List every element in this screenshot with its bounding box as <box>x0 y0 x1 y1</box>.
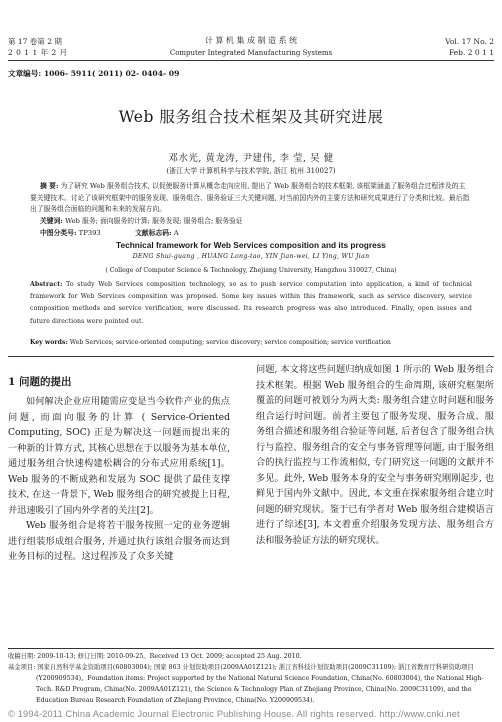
section-title: 1 问题的提出 <box>8 376 72 388</box>
english-keywords <box>30 339 472 346</box>
author-list: 邓水光, 黄龙涛, 尹建伟, 李 莹, 吴 健 <box>168 153 334 164</box>
english-authors: DENG Shui-guang , HUANG Long-tao, YIN Jian-wei, LI Ying, WU Jian <box>132 253 370 260</box>
header-date-en: Feb. 2 0 1 1 <box>448 48 494 57</box>
article-number: 文章编号: 1006- 5911( 2011) 02- 0404- 09 <box>8 69 180 78</box>
english-keywords-label: Key words: <box>30 339 68 346</box>
english-title: Technical framework for Web Services composition and its progress <box>116 240 386 250</box>
paper-title: Web 服务组合技术框架及其研究进展 <box>118 108 384 126</box>
header-date-zh: 2 0 1 1 年 2 月 <box>8 48 68 57</box>
section-heading <box>8 374 71 389</box>
right-column <box>256 362 494 548</box>
header-volume-en: Vol. 17 No. 2 <box>445 37 494 46</box>
english-abstract <box>30 279 472 328</box>
keywords-zh <box>40 216 243 227</box>
header-journal-zh: 计 算 机 集 成 制 造 系 统 <box>204 36 298 45</box>
left-paragraph-1: 如何解决企业应用随需应变是当今软件产业的焦点问题, 而面向服务的计算 ( Service-Oriented Computing, SOC) 正是为解决这一问题而提出来的一种新的计算方式, 其核心思想在于以服务为基本单位, 通过服务组合快速构建松耦合的分布式应用系统[1]。Web 服务的不断成熟和发展为 SOC 提供了最佳支撑技术, 在这一背景下, Web 服务组合的研究被提上日程, 并迅速吸引了国内外学者的关注[2]。 <box>8 396 230 516</box>
clc-value: TP393 <box>78 229 101 237</box>
keywords-zh-text: Web 服务; 面向服务的计算; 服务发现; 服务组合; 服务验证 <box>65 217 243 225</box>
doc-code-value: A <box>173 229 179 237</box>
left-paragraph-2: Web 服务组合是将若干服务按照一定的业务逻辑进行组装形成组合服务, 并通过执行该组合服务而达到业务目标的过程。这过程涉及了众多关键 <box>8 520 230 562</box>
english-keywords-text: Web Services; service-oriented computing; service discovery; service composition; service verification <box>69 339 391 346</box>
abstract-zh-label: 摘 要: <box>40 182 59 190</box>
footnote-rule <box>8 648 494 649</box>
clc-line <box>40 228 179 239</box>
section-divider <box>8 356 494 357</box>
english-abstract-label: Abstract: <box>30 281 63 288</box>
abstract-zh <box>30 181 470 216</box>
funding-note: 基金项目: 国家自然科学基金资助项目(60803004); 国家 863 计划资助项目(2009AA01Z121); 浙江省科技计划资助项目(2009C31109); 浙江省教育厅科研资助项目(Y200909534)。Foundation items: Project supported by the National Natural Science Foundation, China(No. 60803004), the National High-Tech. R&D Program, China(No. 2009AA01Z121), the Science & Technology Plan of Zhejiang Province, China(No. 2009C31109), and the Education Bureau Research Foundation of Zhejiang Province, China(No. Y200909534). <box>8 664 484 704</box>
affiliation: (浙江大学 计算机科学与技术学院, 浙江 杭州 310027) <box>166 167 336 175</box>
left-column <box>8 394 230 565</box>
copyright-watermark: © 1994-2011 China Academic Journal Electronic Publishing House. All rights reserved. http://www.cnki.net <box>8 709 460 719</box>
english-affiliation: ( College of Computer Science & Technology, Zhejiang University, Hangzhou 310027, China) <box>105 267 397 274</box>
keywords-zh-label: 关键词: <box>40 217 63 225</box>
received-date: 收稿日期: 2009-10-13; 修订日期: 2010-09-25。Received 13 Oct. 2009; accepted 25 Aug. 2010. <box>8 653 302 660</box>
header-rule <box>8 60 494 61</box>
abstract-zh-text: 为了研究 Web 服务组合技术, 以促使服务计算从概念走向应用, 提出了 Web 服务组合的技术框架, 该框架涵盖了服务组合过程涉及的主要关键技术。讨论了该研究框架中的服务发现、服务组合、服务验证三大关键问题, 对当前国内外的主要方法和研究成果进行了分类和比较。最后指出了服务组合面临的问题和未来的发展方向。 <box>30 182 470 213</box>
header-volume-zh: 第 17 卷第 2 期 <box>8 37 62 46</box>
header-journal-en: Computer Integrated Manufacturing Systems <box>169 49 333 57</box>
english-abstract-text: To study Web Services composition technology, so as to push service computation into application, a kind of technical framework for Web Services composition was proposed. Some key issues within this framework, such as service discovery, service composition methods and service verification, were discussed. Its research progress was also introduced. Finally, open issues and future directions were pointed out. <box>30 281 472 325</box>
right-paragraph: 问题, 本文将这些问题归纳成如图 1 所示的 Web 服务组合技术框架。根据 Web 服务组合的生命周期, 该研究框架所覆盖的问题可被划分为两大类: 服务组合建立时问题和服务组合运行时问题。前者主要包了服务发现、服务合成、服务组合描述和服务组合验证等问题, 后者包含了服务组合执行与监控、服务组合的安全与事务管理等问题, 由于服务组合的执行监控与工作流相似, 专门研究这一问题的文献并不多见。此外, Web 服务本身的安全与事务研究刚刚起步, 也鲜见于国内外文献中。因此, 本文重在探索服务组合建立时问题的研究现状。鉴于已有学者对 Web 服务组合建模语言进行了综述[3], 本文着重介绍服务发现方法、服务组合方法和服务验证方法的研究现状。 <box>256 364 494 546</box>
doc-code-label: 文献标志码: <box>135 229 172 237</box>
clc-label: 中图分类号: <box>40 229 77 237</box>
